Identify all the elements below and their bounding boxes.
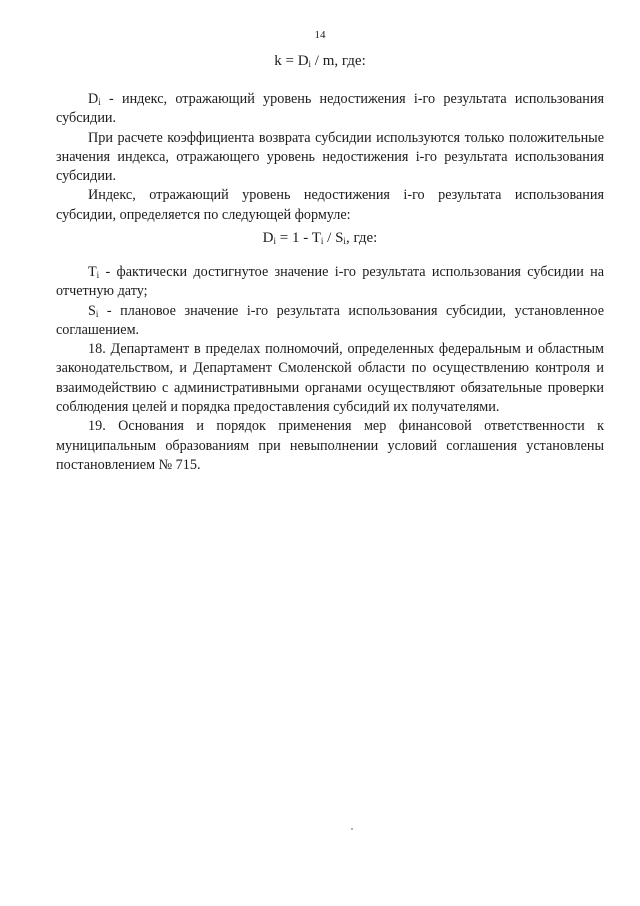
formula-d-suffix: , где: <box>345 230 378 246</box>
definition-s-text: - плановое значение i-го результата использования субсидии, установленное соглашением. <box>56 302 604 338</box>
formula-k <box>0 52 640 70</box>
paragraph-positive-values: При расчете коэффициента возврата субсидии используются только положительные значения индекса, отражающего уровень недостижения i-го результата использования субсидии. <box>56 129 604 185</box>
definition-t-text: - фактически достигнутое значение i-го результата использования субсидии на отчетную дату; <box>56 264 604 300</box>
formula-k-subscript: i <box>308 59 312 69</box>
definition-d-text: - индекс, отражающий уровень недостижения i-го результата использования субсидии. <box>56 91 604 127</box>
paragraph-index-formula-intro: Индекс, отражающий уровень недостижения i-го результата использования субсидии, определяется по следующей формуле: <box>56 187 604 223</box>
formula-s-subscript: i <box>343 236 346 246</box>
formula-d-slash: / S <box>323 230 344 246</box>
text-block-1 <box>56 90 604 225</box>
formula-t-subscript: i <box>320 236 324 246</box>
formula-k-suffix: / m, где: <box>311 53 366 69</box>
text-block-2 <box>56 263 604 475</box>
definition-t-var: T <box>88 264 97 280</box>
definition-s-subscript: i <box>95 308 99 319</box>
definition-d <box>56 90 604 129</box>
definition-d-var: D <box>88 91 99 107</box>
definition-t <box>56 263 604 302</box>
page-number: 14 <box>314 29 326 41</box>
definition-s <box>56 302 604 341</box>
definition-s-var: S <box>88 302 96 319</box>
definition-t-subscript: i <box>96 270 100 280</box>
paragraph-19: 19. Основания и порядок применения мер финансовой ответственности к муниципальным образованиям при невыполнении условий соглашения установлены постановлением № 715. <box>56 418 604 473</box>
paragraph-18: 18. Департамент в пределах полномочий, определенных федеральным и областным законодательством, и Департамент Смоленской области по осуществлению контроля и взаимодействию с административными органами осуществляют обязательные проверки соблюдения целей и порядка предоставления субсидий их получателями. <box>56 341 604 416</box>
formula-k-prefix: k = D <box>274 53 309 69</box>
scan-speck <box>351 828 353 830</box>
formula-d-eq: = 1 - T <box>276 230 321 246</box>
formula-d-subscript: i <box>273 236 277 246</box>
definition-d-subscript: i <box>98 97 101 107</box>
formula-d <box>0 229 640 247</box>
formula-d-var: D <box>262 230 274 246</box>
